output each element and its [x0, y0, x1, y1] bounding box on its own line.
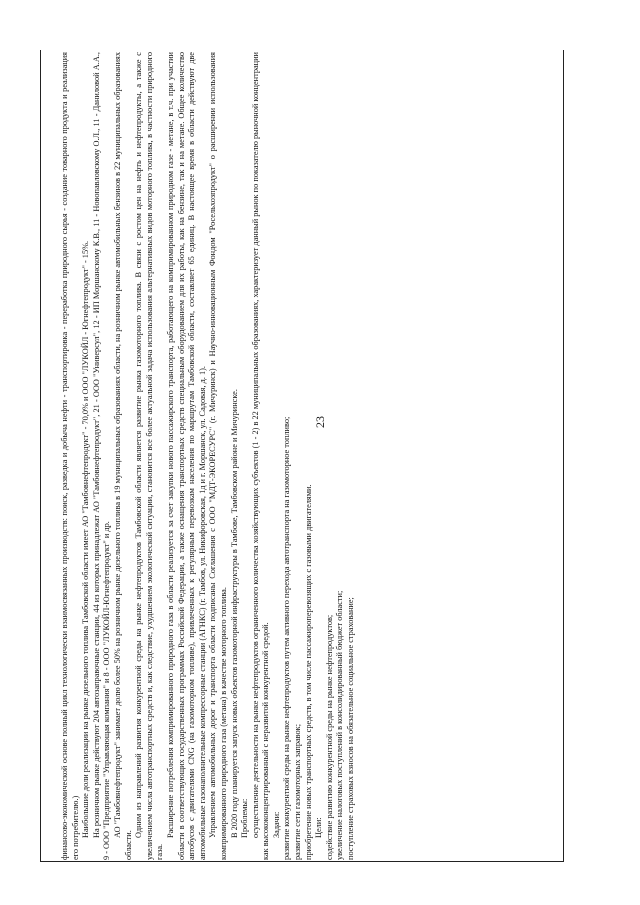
paragraph: финансово-экономической основе полный цикл технологически взаимосвязанных производств: поиск, разведка и добыча нефти - транспортировка - переработка природного сырья - создание товарного продукта и реализация его потребителю.) — [60, 52, 80, 860]
list-item: поступление страховых взносов на обязательное социальное страхование; — [346, 597, 356, 860]
list-item: содействие развитию конкурентной среды на рынке нефтепродуктов; — [324, 614, 334, 860]
paragraph: На розничном рынке действуют 204 автозаправочные станции, 44 из которых принадлежат АО "Тамбовнефтепродукт", 21 - ООО "Универсул", 12 - ИП Моршанскому К.В., 11 - Новопавловскому О.Л., 11 - Даниловой А.А., 9 - ООО "Предприятие "Управляющая компания" и 8 - ООО "ЛУКОЙЛ-Югнефтепродукт" и др. — [91, 52, 112, 860]
list-item: развитие конкурентной среды на рынке нефтепродуктов путем активного перехода автотранспорта на газомоторное топливо; — [282, 416, 292, 860]
rotated-text-area — [60, 52, 560, 860]
paragraph: АО "Тамбовнефтепродукт" занимает долю более 50% на розничном рынке дизельного топлива в 19 муниципальных образованиях области, на розничном рынке автомобильных бензинов в 22 муниципальных образованиях области. — [112, 52, 133, 860]
list-item: развитие сети газомоторных заправок; — [293, 723, 303, 860]
paragraph: Наибольшие доли реализации на рынке дизельного топлива Тамбовской области имеет АО "Тамбовнефтепродукт" - 70,0% и ООО "ЛУКОЙЛ - Югнефтепродукт" - 15%. — [81, 240, 91, 838]
list-item: приобретение новых транспортных средств, в том числе пассажироперевозящих с газовыми двигателями. — [303, 484, 313, 860]
page-number: 23 — [313, 416, 327, 428]
rotated-text-block — [60, 52, 560, 860]
paragraph: Расширение потребления компримированного природного газа в области реализуется за счет закупки нового пассажирского транспорта, работающего на компримированном природном газе - метане, в т.ч. при участии области в соответствующих государственных программах Российской Федерации, а также оснащения транспортных средств специальным оборудованием для их работы, как на бензине, так и на метане. Общее количество автобусов с двигателями CNG (на газомоторном топливе), привлеченных к регулярным перевозкам населения по маршрутам Тамбовской области, составляет 65 единиц. В настоящее время в области действуют две автомобильные газонаполнительные компрессорные станции (АГНКС) (г. Тамбов, ул. Никифоровская, 1д и г. Моршанск, ул. Садовая, д. 1). — [165, 52, 207, 860]
paragraph: Одним из направлений развития конкурентной среды на рынке нефтепродуктов Тамбовской области является развитие рынка газомоторного топлива. В связи с ростом цен на нефть и нефтепродукты, а также с увеличением числа автотранспортных средств и, как следствие, ухудшением экологической ситуации, становится все более актуальной задача использования альтернативных видов моторного топлива, в частности природного газа. — [134, 52, 165, 860]
section-label-tasks: Задачи: — [271, 811, 281, 838]
section-label-goals: Цели: — [314, 817, 324, 838]
section-label-problems: Проблемы: — [240, 798, 250, 838]
list-item: увеличение налоговых поступлений в консолидированный бюджет области; — [335, 590, 345, 860]
paragraph: В 2020 году планируется запуск новых объектов газомоторной инфраструктуры в Тамбове, Тамбовском районе и Мичуринске. — [229, 389, 239, 838]
paragraph: Управлением автомобильных дорог и транспорта области подписаны Соглашения с ООО "МДТ-ЭКОРЕСУРС" (г. Мичуринск) и Научно-инновационным Фондом "Росельхозпродукт" о расширении использования компримированного природного газа (метана) в качестве моторного топлива. — [208, 52, 228, 860]
paragraph: осуществление деятельности на рынке нефтепродуктов ограниченного количества хозяйствующих субъектов (1 - 2) в 22 муниципальных образованиях, характеризует данный рынок по показателю рыночной концентрации как высококонцентрированный с неразвитой конкурентной средой. — [250, 52, 271, 860]
